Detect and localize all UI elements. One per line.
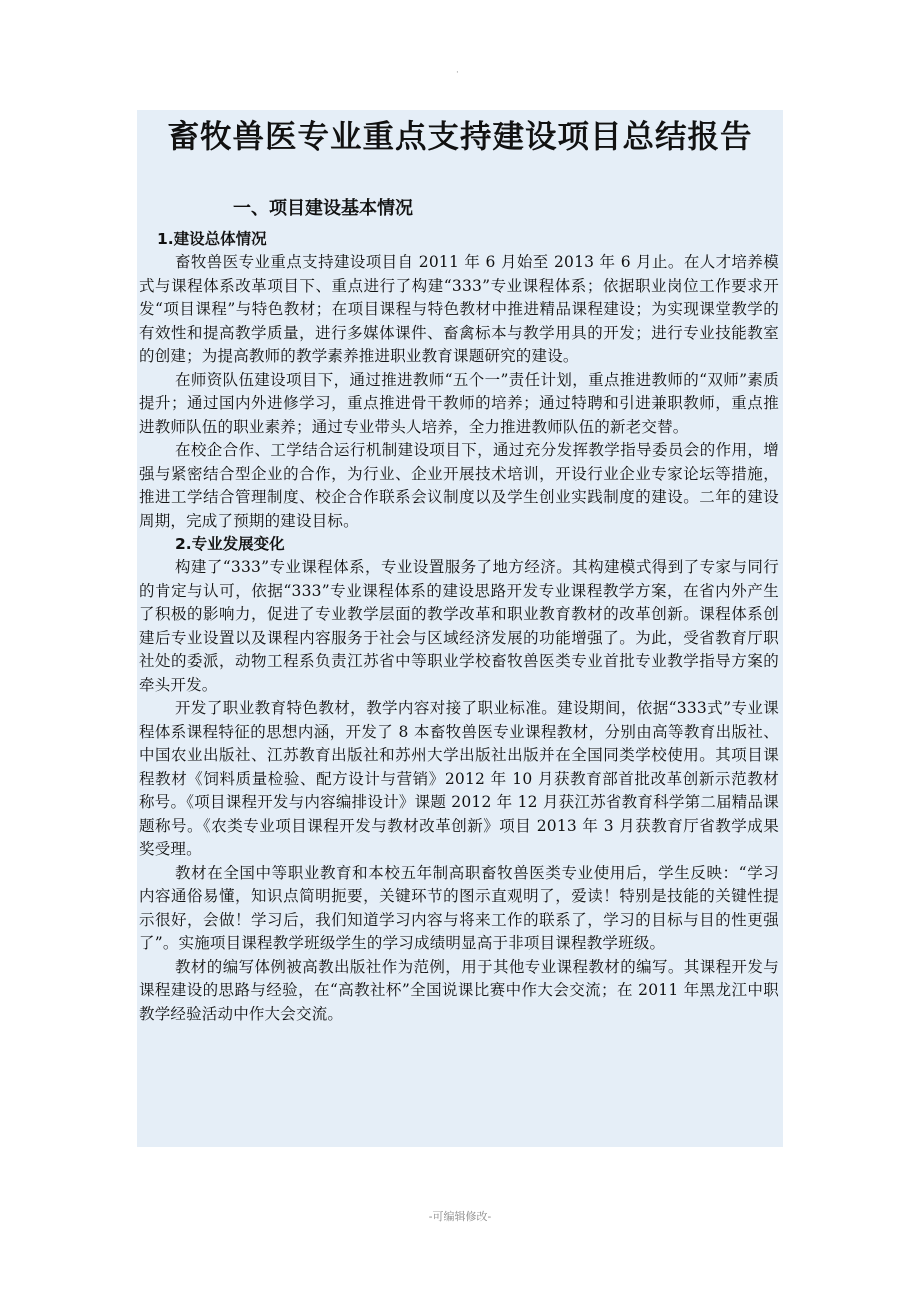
document-body <box>137 110 783 1147</box>
paragraph: 在师资队伍建设项目下，通过推进教师“五个一”责任计划，重点推进教师的“双师”素质提升；通过国内外进修学习，重点推进骨干教师的培养；通过特聘和引进兼职教师，重点推进教师队伍的职业素养；通过专业带头人培养，全力推进教师队伍的新老交替。 <box>139 370 779 436</box>
paragraph: 教材的编写体例被高教出版社作为范例，用于其他专业课程教材的编写。其课程开发与课程建设的思路与经验，在“高教社杯”全国说课比赛中作大会交流；在 2011 年黑龙江中职教学经验活动中作大会交流。 <box>139 957 779 1023</box>
paragraph: 畜牧兽医专业重点支持建设项目自 2011 年 6 月始至 2013 年 6 月止。在人才培养模式与课程体系改革项目下、重点进行了构建“333”专业课程体系；依据职业岗位工作要求开发“项目课程”与特色教材；在项目课程与特色教材中推进精品课程建设；为实现课堂教学的有效性和提高教学质量，进行多媒体课件、畜禽标本与教学用具的开发；进行专业技能教室的创建；为提高教师的教学素养推进职业教育课题研究的建设。 <box>139 253 779 365</box>
paragraph: 开发了职业教育特色教材，教学内容对接了职业标准。建设期间，依据“333式”专业课程体系课程特征的思想内涵，开发了 8 本畜牧兽医专业课程教材，分别由高等教育出版社、中国农业出版社、江苏教育出版社和苏州大学出版社出版并在全国同类学校使用。其项目课程教材《饲料质量检验、配方设计与营销》2012 年 10 月获教育部首批改革创新示范教材称号。《项目课程开发与内容编排设计》课题 2012 年 12 月获江苏省教育科学第二届精品课题称号。《农类专业项目课程开发与教材改革创新》项目 2013 年 3 月获教育厅省教学成果奖受理。 <box>139 699 779 858</box>
section-heading-1: 一、项目建设基本情况 <box>233 198 413 219</box>
paragraph: 构建了“333”专业课程体系，专业设置服务了地方经济。其构建模式得到了专家与同行的肯定与认可，依据“333”专业课程体系的建设思路开发专业课程教学方案，在省内外产生了积极的影响力，促进了专业教学层面的教学改革和职业教育教材的改革创新。课程体系创建后专业设置以及课程内容服务于社会与区域经济发展的功能增强了。为此，受省教育厅职社处的委派，动物工程系负责江苏省中等职业学校畜牧兽医类专业首批专业教学指导方案的牵头开发。 <box>139 558 779 694</box>
paragraph: 教材在全国中等职业教育和本校五年制高职畜牧兽医类专业使用后，学生反映：“学习内容通俗易懂，知识点简明扼要，关键环节的图示直观明了，爱读！特别是技能的关键性提示很好，会做！学习后，我们知道学习内容与将来工作的联系了，学习的目标与目的性更强了”。实施项目课程教学班级学生的学习成绩明显高于非项目课程教学班级。 <box>139 863 779 952</box>
document-title: 畜牧兽医专业重点支持建设项目总结报告 <box>167 119 753 155</box>
paragraph: 在校企合作、工学结合运行机制建设项目下，通过充分发挥教学指导委员会的作用，增强与紧密结合型企业的合作，为行业、企业开展技术培训，开设行业企业专家论坛等措施，推进工学结合管理制度、校企合作联系会议制度以及学生创业实践制度的建设。二年的建设周期，完成了预期的建设目标。 <box>139 441 779 530</box>
page-marker: · <box>456 68 459 78</box>
subsection-heading-2: 2.专业发展变化 <box>175 535 285 553</box>
subsection-heading-1: 1.建设总体情况 <box>157 230 267 248</box>
page-footer: -可编辑修改- <box>428 1210 492 1223</box>
